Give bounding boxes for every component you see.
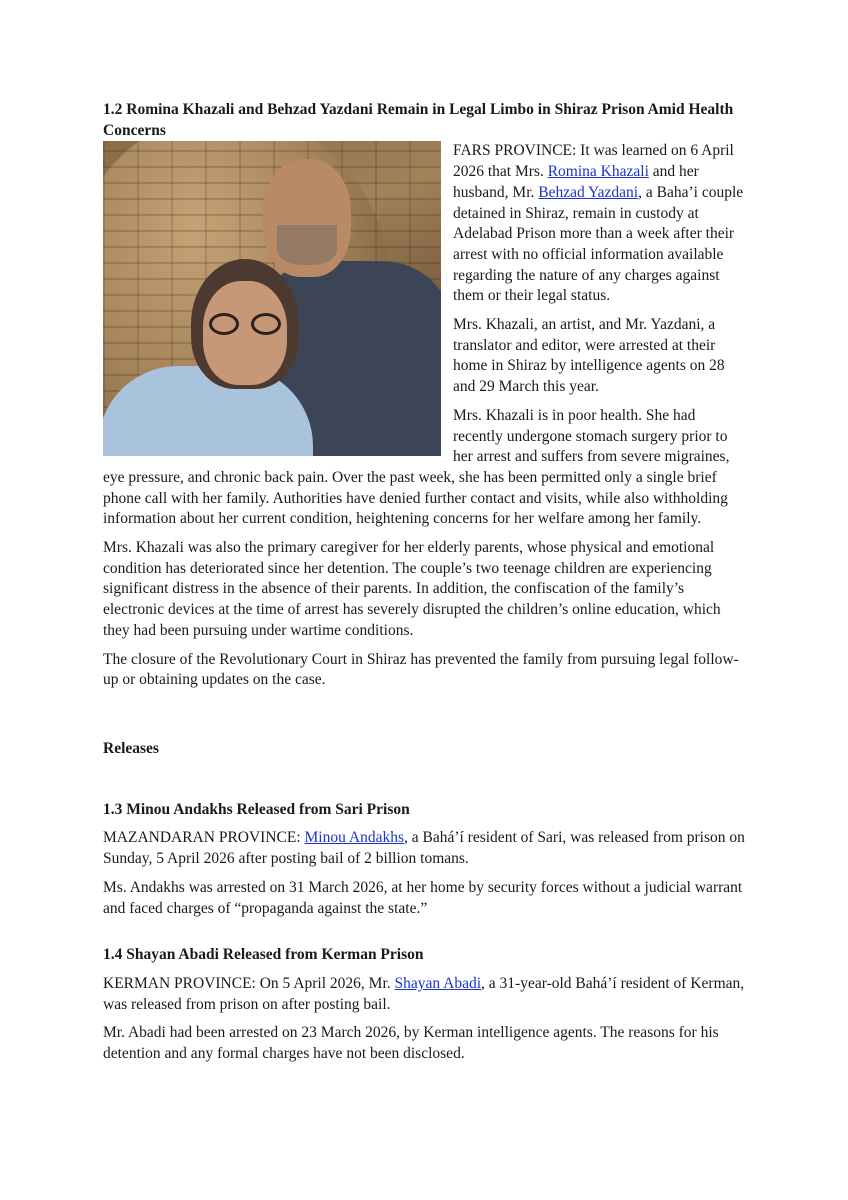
paragraph-1-2-a: FARS PROVINCE: It was learned on 6 April 2026 that Mrs. Romina Khazali and her husband, Mr. Behzad Yazdani, a Baha’i couple detained in Shiraz, remain in custody at Adelabad Prison more than a week after their arrest with no official information available regarding the nature of any charges against them or their legal status.	[453, 142, 744, 305]
man-face	[263, 159, 351, 277]
glasses-icon	[207, 313, 283, 335]
document-page	[103, 100, 748, 1073]
link-romina-khazali[interactable]: Romina Khazali	[547, 163, 649, 181]
paragraph-1-2-b: Mrs. Khazali, an artist, and Mr. Yazdani, a translator and editor, were arrested at their home in Shiraz by intelligence agents on 28 and 29 March this year.	[453, 316, 725, 396]
link-shayan-abadi[interactable]: Shayan Abadi	[394, 974, 482, 992]
paragraph-1-2-c: Mrs. Khazali is in poor health. She had recently undergone stomach surgery prior to her arrest and suffers from severe migraines, eye pressure, and chronic back pain. Over the past week, she has been permitted only a single brief phone call with her family. Authorities have denied further contact and visits, while also withholding information about her current condition, heightening concerns for her welfare among her family.	[103, 406, 730, 528]
paragraph-1-3-b: Ms. Andakhs was arrested on 31 March 2026, at her home by security forces without a judicial warrant and faced charges of “propaganda against the state.”	[103, 878, 743, 917]
section-heading-1-2: 1.2 Romina Khazali and Behzad Yazdani Remain in Legal Limbo in Shiraz Prison Amid Health Concerns	[103, 101, 734, 139]
link-minou-andakhs[interactable]: Minou Andakhs	[304, 829, 404, 847]
paragraph-1-2-d: Mrs. Khazali was also the primary caregiver for her elderly parents, whose physical and emotional condition has deteriorated since her detention. The couple’s two teenage children are experiencing significant distress in the absence of their parents. In addition, the confiscation of the family’s electronic devices at the time of arrest has severely disrupted the children’s online education, which they had been pursuing under wartime conditions.	[103, 539, 721, 639]
section-heading-1-3: 1.3 Minou Andakhs Released from Sari Prison	[103, 800, 410, 818]
link-behzad-yazdani[interactable]: Behzad Yazdani	[538, 183, 639, 201]
couple-photo	[103, 141, 441, 456]
paragraph-1-2-e: The closure of the Revolutionary Court in Shiraz has prevented the family from pursuing legal follow-up or obtaining updates on the case.	[103, 650, 739, 689]
paragraph-1-4-b: Mr. Abadi had been arrested on 23 March 2026, by Kerman intelligence agents. The reasons for his detention and any formal charges have not been disclosed.	[103, 1024, 719, 1063]
releases-heading: Releases	[103, 739, 159, 757]
section-heading-1-4: 1.4 Shayan Abadi Released from Kerman Prison	[103, 946, 424, 964]
paragraph-1-3-a: MAZANDARAN PROVINCE: Minou Andakhs, a Bahá’í resident of Sari, was released from prison on Sunday, 5 April 2026 after posting bail of 2 billion tomans.	[103, 829, 745, 868]
paragraph-1-4-a: KERMAN PROVINCE: On 5 April 2026, Mr. Shayan Abadi, a 31-year-old Bahá’í resident of Kerman, was released from prison on after posting bail.	[103, 974, 745, 1013]
